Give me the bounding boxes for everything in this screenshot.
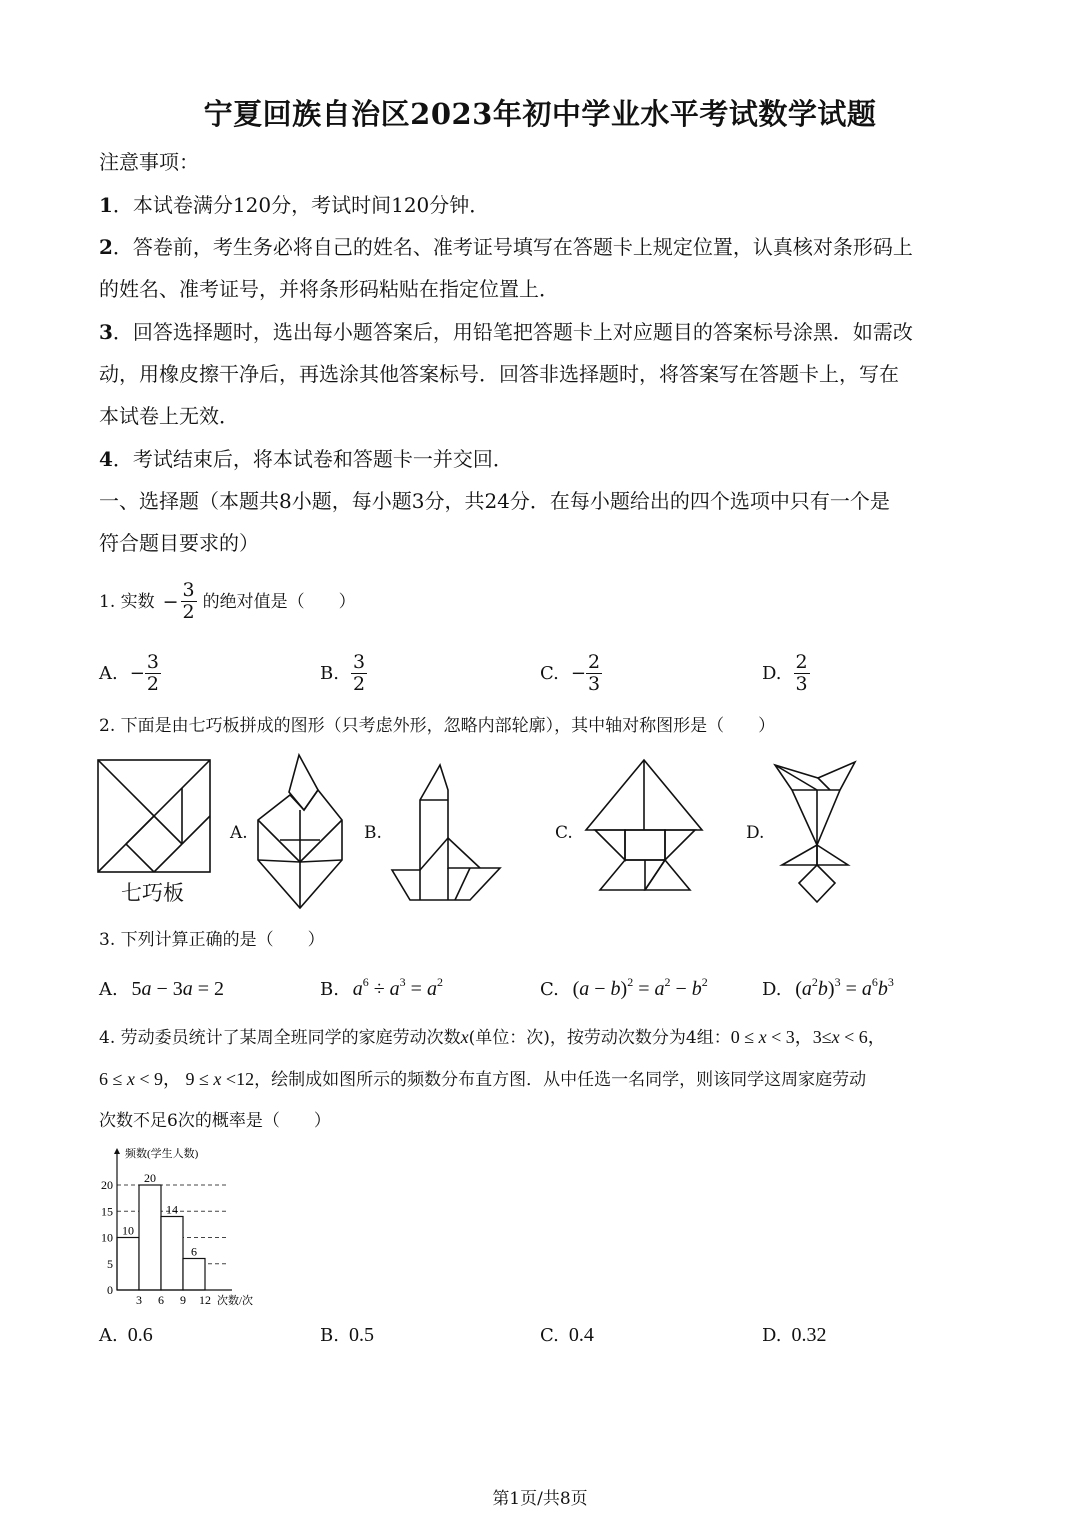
histogram-bar <box>117 1238 139 1291</box>
q4-option-d[interactable]: D. 0.32 <box>762 1324 827 1346</box>
q1-option-b[interactable]: B. $\frac{3}{2}$ <box>320 651 366 695</box>
notice-item-4: 4．考试结束后，将本试卷和答题卡一并交回． <box>99 447 513 471</box>
q4-option-a[interactable]: A. 0.6 <box>99 1324 153 1346</box>
fraction: $\frac{3}{2}$ <box>182 579 195 623</box>
q2-option-d[interactable]: D. <box>746 823 765 843</box>
histogram-bar <box>139 1185 161 1290</box>
notice-item-1: 1．本试卷满分120分，考试时间120分钟． <box>99 193 490 217</box>
tangram-figure-d <box>775 762 855 902</box>
question-1: 1. 实数 − $\frac{3}{2}$ 的绝对值是（ ） <box>99 579 356 623</box>
tangram-figure-c <box>586 760 702 890</box>
q4-option-b[interactable]: B. 0.5 <box>320 1324 374 1346</box>
q3-option-c[interactable]: C. $(a - b)^2 = a^2 - b^2$ <box>540 975 708 1000</box>
q3-option-a[interactable]: A. 5a − 3a = 2 <box>99 978 225 1000</box>
page-number: 第1页/共8页 <box>492 1489 588 1509</box>
bar-value-label: 6 <box>191 1244 197 1259</box>
bar-value-label: 20 <box>144 1171 156 1185</box>
q2-option-c[interactable]: C. <box>555 823 573 843</box>
y-tick-label: 15 <box>101 1204 113 1219</box>
question-4: 4. 劳动委员统计了某周全班同学的家庭劳动次数x(单位：次)，按劳动次数分为4组：0 ≤ x < 3，3≤x < 6， <box>99 1027 886 1048</box>
y-axis-label: 频数(学生人数) <box>125 1148 199 1160</box>
question-3: 3. 下列计算正确的是（ ） <box>99 930 325 950</box>
notice-item-3: 3．回答选择题时，选出每小题答案后，用铅笔把答题卡上对应题目的答案标号涂黑．如需改 <box>99 320 913 344</box>
histogram-chart <box>95 1140 275 1315</box>
section-heading: 一、选择题（本题共8小题，每小题3分，共24分．在每小题给出的四个选项中只有一个是 <box>99 489 890 513</box>
tangram-figure-a <box>258 755 342 908</box>
q3-option-b[interactable]: B. $a^6 \div a^3 = a^2$ <box>320 975 443 1000</box>
q2-option-b[interactable]: B. <box>364 823 382 843</box>
y-tick-label: 0 <box>107 1283 113 1297</box>
question-4-cont2: 次数不足6次的概率是（ ） <box>99 1111 331 1131</box>
tangram-figure-b <box>392 765 500 900</box>
bar-value-label: 10 <box>122 1223 134 1238</box>
x-axis-label: 次数/次 <box>217 1295 254 1307</box>
q1-option-d[interactable]: D. $\frac{2}{3}$ <box>762 651 808 695</box>
question-4-cont: 6 ≤ x < 9， 9 ≤ x <12，绘制成如图所示的频数分布直方图．从中任选一名同学，则该同学这周家庭劳动 <box>99 1069 867 1090</box>
y-tick-label: 10 <box>101 1230 113 1245</box>
y-tick-label: 5 <box>107 1256 113 1271</box>
bar-value-label: 14 <box>166 1202 178 1217</box>
q2-option-a[interactable]: A. <box>230 823 248 843</box>
tangram-caption: 七巧板 <box>121 881 184 905</box>
y-axis-arrow <box>114 1148 120 1154</box>
histogram-bar <box>161 1217 183 1291</box>
section-heading-cont: 符合题目要求的） <box>99 531 259 555</box>
x-tick-label: 9 <box>180 1293 186 1307</box>
question-2: 2. 下面是由七巧板拼成的图形（只考虑外形，忽略内部轮廓），其中轴对称图形是（ ） <box>99 716 776 736</box>
q1-option-a[interactable]: A. − $\frac{3}{2}$ <box>99 651 159 695</box>
notice-item-2: 2．答卷前，考生务必将自己的姓名、准考证号填写在答题卡上规定位置，认真核对条形码上 <box>99 235 913 259</box>
notice-item-3-cont2: 本试卷上无效． <box>99 404 239 428</box>
q1-option-c[interactable]: C. − $\frac{2}{3}$ <box>540 651 601 695</box>
x-tick-label: 6 <box>158 1293 164 1307</box>
notice-item-3-cont: 动，用橡皮擦干净后，再选涂其他答案标号．回答非选择题时，将答案写在答题卡上，写在 <box>99 362 899 386</box>
x-tick-label: 12 <box>199 1293 211 1307</box>
tangram-figures <box>90 750 890 915</box>
histogram-bar <box>183 1259 205 1291</box>
q4-option-c[interactable]: C. 0.4 <box>540 1324 594 1346</box>
notice-item-2-cont: 的姓名、准考证号，并将条形码粘贴在指定位置上． <box>99 277 559 301</box>
y-tick-label: 20 <box>101 1178 113 1192</box>
page-title: 宁夏回族自治区2023年初中学业水平考试数学试题 <box>203 97 877 131</box>
x-tick-label: 3 <box>136 1293 142 1307</box>
tangram-square-figure <box>98 760 210 872</box>
q3-option-d[interactable]: D. $(a^2b)^3 = a^6b^3$ <box>762 975 894 1000</box>
notice-heading: 注意事项： <box>99 150 199 174</box>
